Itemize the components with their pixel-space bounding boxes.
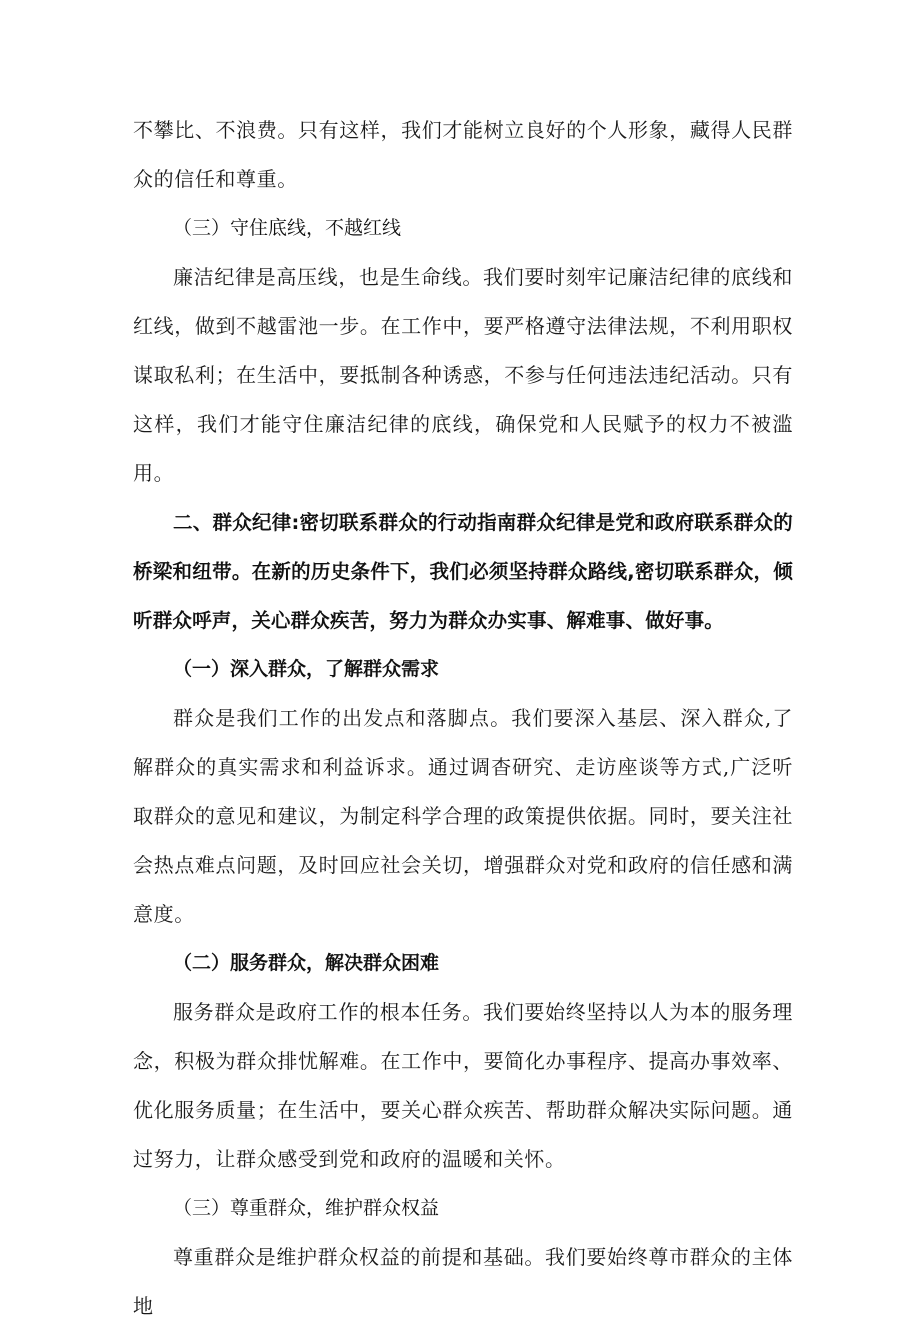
heading-bottom-line: （三）守住底线，不越红线 <box>173 217 402 239</box>
document-body <box>133 106 793 1331</box>
heading-respect-masses: （三）尊重群众，维护群众权益 <box>173 1197 440 1219</box>
section-title-mass-discipline: 二、群众纪律:密切联系群众的行动指南群众纪律是党和政府联系群众的桥梁和纽带。在新的历史条件下，我们必须坚持群众路线,密切联系群众，倾听群众呼声，关心群众疾苦，努力为群众办实事、解难事、做好事。 <box>133 511 793 632</box>
heading-serve-masses: （二）服务群众，解决群众困难 <box>173 952 440 974</box>
paragraph-integrity-discipline: 廉洁纪律是高压线，也是生命线。我们要时刻牢记廉洁纪律的底线和红线，做到不越雷池一步。在工作中，要严格遵守法律法规，不利用职权谋取私利；在生活中，要抵制各种诱惑，不参与任何违法违纪活动。只有这样，我们才能守住廉洁纪律的底线，确保党和人民赋予的权力不被滥用。 <box>133 265 793 485</box>
paragraph-understand-needs: 群众是我们工作的出发点和落脚点。我们要深入基层、深入群众,了解群众的真实需求和利益诉求。通过调杳研究、走访座谈等方式,广泛听取群众的意见和建议，为制定科学合理的政策提供依据。同时，要关注社会热点难点问题，及时回应社会关切，增强群众对党和政府的信任感和满意度。 <box>133 706 793 926</box>
paragraph-integrity-image: 不攀比、不浪费。只有这样，我们才能树立良好的个人形象，藏得人民群众的信任和尊重。 <box>133 118 793 191</box>
heading-go-among-masses: （一）深入群众，了解群众需求 <box>173 658 440 680</box>
paragraph-solve-difficulties: 服务群众是政府工作的根本任务。我们要始终坚持以人为本的服务理念，积极为群众排忧解难。在工作中，要简化办事程序、提高办事效率、优化服务质量；在生活中，要关心群众疾苦、帮助群众解决实际问题。通过努力，让群众感受到党和政府的温暖和关怀。 <box>133 1000 793 1171</box>
paragraph-protect-rights: 尊重群众是维护群众权益的前提和基础。我们要始终尊市群众的主体地 <box>133 1245 793 1318</box>
